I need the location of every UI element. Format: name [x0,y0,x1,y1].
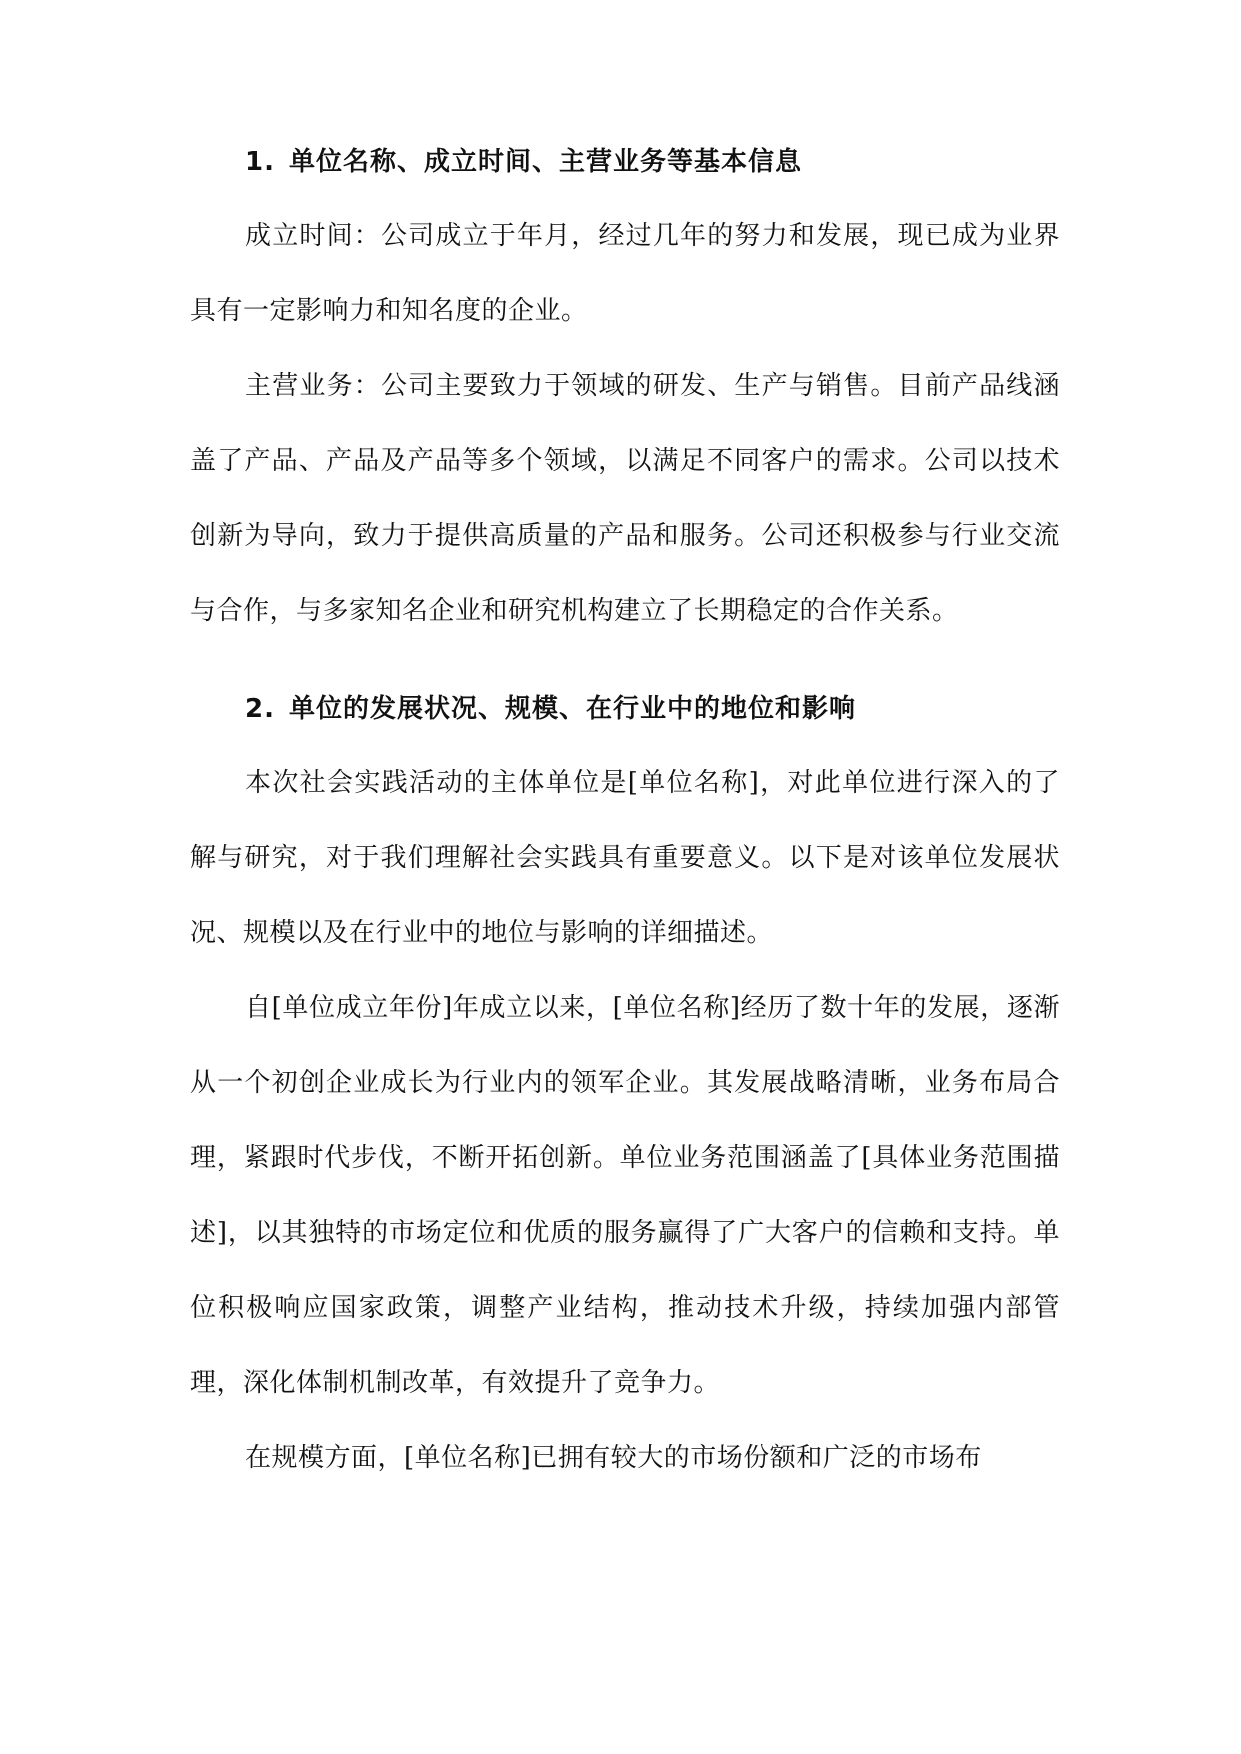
document-body [190,142,1060,1496]
section-2-paragraph-development: 自[单位成立年份]年成立以来，[单位名称]经历了数十年的发展，逐渐从一个初创企业成长为行业内的领军企业。其发展战略清晰，业务布局合理，紧跟时代步伐，不断开拓创新。单位业务范围涵盖了[具体业务范围描述]，以其独特的市场定位和优质的服务赢得了广大客户的信赖和支持。单位积极响应国家政策，调整产业结构，推动技术升级，持续加强内部管理，深化体制机制改革，有效提升了竞争力。 [190,993,1060,1398]
section-1-number: 1. [245,147,275,177]
section-2-heading [190,689,1060,729]
section-1-paragraph-founding: 成立时间：公司成立于年月，经过几年的努力和发展，现已成为业界具有一定影响力和知名度的企业。 [190,221,1060,326]
section-2-paragraph-scale: 在规模方面，[单位名称]已拥有较大的市场份额和广泛的市场布 [245,1443,982,1473]
section-1-heading [190,142,1060,182]
section-1-paragraph-business: 主营业务：公司主要致力于领域的研发、生产与销售。目前产品线涵盖了产品、产品及产品等多个领域，以满足不同客户的需求。公司以技术创新为导向，致力于提供高质量的产品和服务。公司还积极参与行业交流与合作，与多家知名企业和研究机构建立了长期稳定的合作关系。 [190,371,1060,626]
section-2-number: 2. [245,694,275,724]
section-1-title: 单位名称、成立时间、主营业务等基本信息 [288,147,802,177]
section-2-title: 单位的发展状况、规模、在行业中的地位和影响 [288,694,856,724]
section-2-paragraph-intro: 本次社会实践活动的主体单位是[单位名称]，对此单位进行深入的了解与研究，对于我们理解社会实践具有重要意义。以下是对该单位发展状况、规模以及在行业中的地位与影响的详细描述。 [190,768,1060,948]
